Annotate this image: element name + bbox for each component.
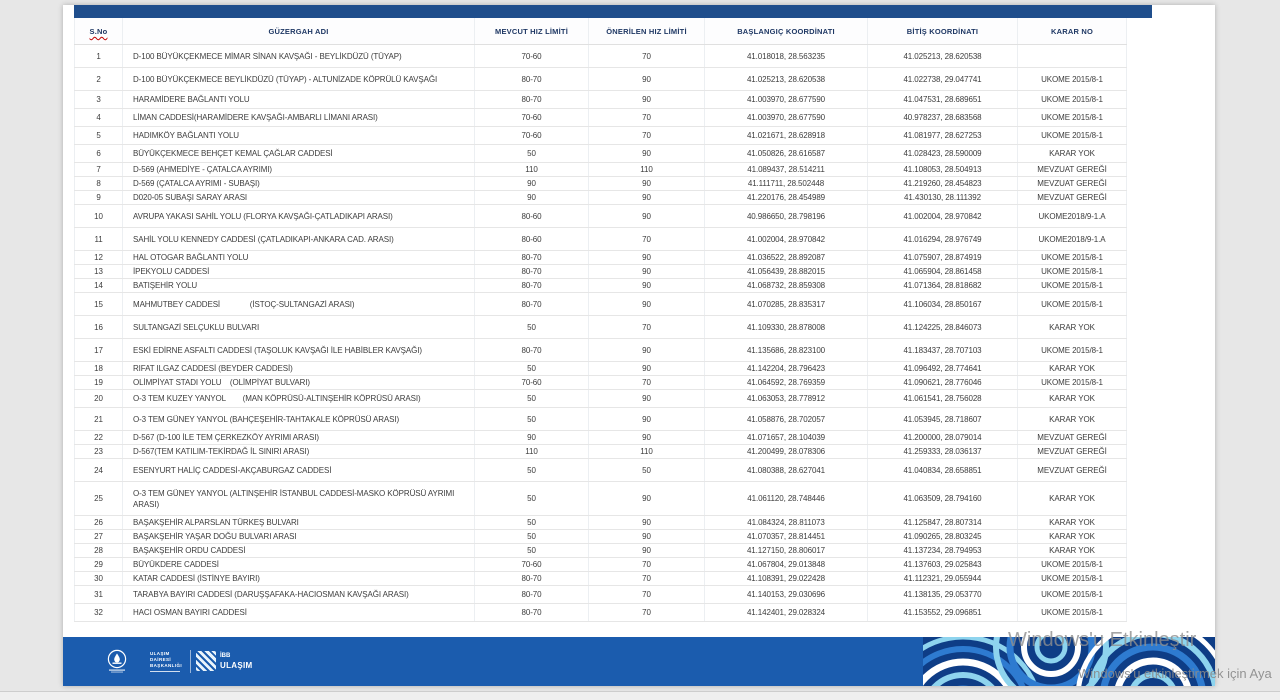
- row-no: 18: [75, 362, 123, 376]
- start-coordinate: 41.084324, 28.811073: [705, 516, 868, 530]
- row-no: 25: [75, 482, 123, 516]
- route-name: D-569 (AHMEDİYE - ÇATALCA AYRIMI): [123, 163, 475, 177]
- row-no: 8: [75, 177, 123, 191]
- start-coordinate: 41.142401, 29.028324: [705, 604, 868, 622]
- decision-no: UKOME 2015/8-1: [1018, 68, 1127, 91]
- end-coordinate: 41.028423, 28.590009: [868, 145, 1018, 163]
- current-limit: 50: [475, 408, 589, 431]
- decision-no: MEVZUAT GEREĞİ: [1018, 163, 1127, 177]
- route-name: HADIMKÖY BAĞLANTI YOLU: [123, 127, 475, 145]
- decision-no: UKOME 2015/8-1: [1018, 265, 1127, 279]
- route-name: HACI OSMAN BAYIRI CADDESİ: [123, 604, 475, 622]
- decision-no: UKOME 2015/8-1: [1018, 127, 1127, 145]
- route-name: O-3 TEM KUZEY YANYOL (MAN KÖPRÜSÜ-ALTINŞEHİR KÖPRÜSÜ ARASI): [123, 390, 475, 408]
- table-row: [75, 205, 1127, 228]
- start-coordinate: 41.058876, 28.702057: [705, 408, 868, 431]
- table-top-accent-bar: [74, 5, 1152, 18]
- proposed-limit: 70: [589, 376, 705, 390]
- decision-no: MEVZUAT GEREĞİ: [1018, 459, 1127, 482]
- proposed-limit: 70: [589, 572, 705, 586]
- proposed-limit: 70: [589, 45, 705, 68]
- route-name: İPEKYOLU CADDESİ: [123, 265, 475, 279]
- start-coordinate: 41.111711, 28.502448: [705, 177, 868, 191]
- route-name: O-3 TEM GÜNEY YANYOL (ALTINŞEHİR İSTANBUL CADDESİ-MASKO KÖPRÜSÜ AYRIMI ARASI): [123, 482, 475, 516]
- table-row: [75, 445, 1127, 459]
- end-coordinate: 41.112321, 29.055944: [868, 572, 1018, 586]
- route-name: RIFAT ILGAZ CADDESİ (BEYDER CADDESİ): [123, 362, 475, 376]
- decision-no: KARAR YOK: [1018, 362, 1127, 376]
- table-row: [75, 362, 1127, 376]
- route-name: MAHMUTBEY CADDESİ (İSTOÇ-SULTANGAZİ ARASI): [123, 293, 475, 316]
- decision-no: KARAR YOK: [1018, 482, 1127, 516]
- route-name: AVRUPA YAKASI SAHİL YOLU (FLORYA KAVŞAĞI-ÇATLADIKAPI ARASI): [123, 205, 475, 228]
- proposed-limit: 70: [589, 127, 705, 145]
- proposed-limit: 90: [589, 408, 705, 431]
- column-header: KARAR NO: [1018, 18, 1127, 45]
- current-limit: 80-70: [475, 572, 589, 586]
- table-row: [75, 408, 1127, 431]
- start-coordinate: 41.018018, 28.563235: [705, 45, 868, 68]
- table-row: [75, 91, 1127, 109]
- table-row: [75, 265, 1127, 279]
- proposed-limit: 90: [589, 91, 705, 109]
- route-name: SULTANGAZİ SELÇUKLU BULVARI: [123, 316, 475, 339]
- end-coordinate: 41.183437, 28.707103: [868, 339, 1018, 362]
- row-no: 2: [75, 68, 123, 91]
- start-coordinate: 41.064592, 28.769359: [705, 376, 868, 390]
- proposed-limit: 110: [589, 163, 705, 177]
- row-no: 26: [75, 516, 123, 530]
- start-coordinate: 40.986650, 28.798196: [705, 205, 868, 228]
- end-coordinate: 41.200000, 28.079014: [868, 431, 1018, 445]
- start-coordinate: 41.003970, 28.677590: [705, 91, 868, 109]
- department-line3: BAŞKANLIĞI: [150, 663, 182, 668]
- row-no: 31: [75, 586, 123, 604]
- proposed-limit: 90: [589, 68, 705, 91]
- row-no: 19: [75, 376, 123, 390]
- proposed-limit: 50: [589, 459, 705, 482]
- row-no: 7: [75, 163, 123, 177]
- route-name: HARAMİDERE BAĞLANTI YOLU: [123, 91, 475, 109]
- decision-no: MEVZUAT GEREĞİ: [1018, 431, 1127, 445]
- bottom-edge-strip: [0, 691, 1280, 700]
- start-coordinate: 41.025213, 28.620538: [705, 68, 868, 91]
- end-coordinate: 41.022738, 29.047741: [868, 68, 1018, 91]
- table-row: [75, 339, 1127, 362]
- end-coordinate: 41.075907, 28.874919: [868, 251, 1018, 265]
- start-coordinate: 41.070357, 28.814451: [705, 530, 868, 544]
- table-row: [75, 376, 1127, 390]
- table-row: [75, 251, 1127, 265]
- proposed-limit: 90: [589, 145, 705, 163]
- end-coordinate: 41.137234, 28.794953: [868, 544, 1018, 558]
- table-row: [75, 604, 1127, 622]
- table-row: [75, 109, 1127, 127]
- route-name: BATIŞEHİR YOLU: [123, 279, 475, 293]
- route-name: D-567 (D-100 İLE TEM ÇERKEZKÖY AYRIMI ARASI): [123, 431, 475, 445]
- route-name: BAŞAKŞEHİR ORDU CADDESİ: [123, 544, 475, 558]
- row-no: 17: [75, 339, 123, 362]
- start-coordinate: 41.109330, 28.878008: [705, 316, 868, 339]
- decision-no: MEVZUAT GEREĞİ: [1018, 191, 1127, 205]
- table-row: [75, 191, 1127, 205]
- end-coordinate: 40.978237, 28.683568: [868, 109, 1018, 127]
- start-coordinate: 41.200499, 28.078306: [705, 445, 868, 459]
- table-row: [75, 45, 1127, 68]
- current-limit: 90: [475, 431, 589, 445]
- proposed-limit: 90: [589, 293, 705, 316]
- end-coordinate: 41.259333, 28.036137: [868, 445, 1018, 459]
- decision-no: KARAR YOK: [1018, 516, 1127, 530]
- row-no: 23: [75, 445, 123, 459]
- start-coordinate: 41.080388, 28.627041: [705, 459, 868, 482]
- start-coordinate: 41.127150, 28.806017: [705, 544, 868, 558]
- end-coordinate: 41.219260, 28.454823: [868, 177, 1018, 191]
- current-limit: 80-70: [475, 68, 589, 91]
- start-coordinate: 41.068732, 28.859308: [705, 279, 868, 293]
- decision-no: UKOME 2015/8-1: [1018, 558, 1127, 572]
- row-no: 4: [75, 109, 123, 127]
- table-row: [75, 390, 1127, 408]
- end-coordinate: 41.040834, 28.658851: [868, 459, 1018, 482]
- row-no: 21: [75, 408, 123, 431]
- current-limit: 50: [475, 362, 589, 376]
- current-limit: 70-60: [475, 45, 589, 68]
- brand-line2: ULAŞIM: [220, 661, 253, 670]
- start-coordinate: 41.050826, 28.616587: [705, 145, 868, 163]
- end-coordinate: 41.016294, 28.976749: [868, 228, 1018, 251]
- end-coordinate: 41.153552, 29.096851: [868, 604, 1018, 622]
- start-coordinate: 41.056439, 28.882015: [705, 265, 868, 279]
- end-coordinate: 41.096492, 28.774641: [868, 362, 1018, 376]
- start-coordinate: 41.108391, 29.022428: [705, 572, 868, 586]
- end-coordinate: 41.002004, 28.970842: [868, 205, 1018, 228]
- current-limit: 80-60: [475, 228, 589, 251]
- proposed-limit: 70: [589, 604, 705, 622]
- row-no: 29: [75, 558, 123, 572]
- decision-no: UKOME 2015/8-1: [1018, 109, 1127, 127]
- row-no: 9: [75, 191, 123, 205]
- table-row: [75, 293, 1127, 316]
- proposed-limit: 90: [589, 251, 705, 265]
- column-header: GÜZERGAH ADI: [123, 18, 475, 45]
- table-row: [75, 163, 1127, 177]
- current-limit: 80-60: [475, 205, 589, 228]
- route-name: D-569 (ÇATALCA AYRIMI - SUBAŞI): [123, 177, 475, 191]
- column-header: S.No: [75, 18, 123, 45]
- proposed-limit: 90: [589, 390, 705, 408]
- current-limit: 50: [475, 530, 589, 544]
- current-limit: 70-60: [475, 558, 589, 572]
- row-no: 15: [75, 293, 123, 316]
- end-coordinate: 41.124225, 28.846073: [868, 316, 1018, 339]
- current-limit: 50: [475, 390, 589, 408]
- proposed-limit: 90: [589, 362, 705, 376]
- row-no: 20: [75, 390, 123, 408]
- start-coordinate: 41.002004, 28.970842: [705, 228, 868, 251]
- proposed-limit: 90: [589, 544, 705, 558]
- proposed-limit: 70: [589, 558, 705, 572]
- end-coordinate: 41.430130, 28.111392: [868, 191, 1018, 205]
- end-coordinate: 41.106034, 28.850167: [868, 293, 1018, 316]
- proposed-limit: 90: [589, 205, 705, 228]
- current-limit: 50: [475, 459, 589, 482]
- table-row: [75, 316, 1127, 339]
- decision-no: UKOME 2015/8-1: [1018, 279, 1127, 293]
- table-row: [75, 558, 1127, 572]
- decision-no: KARAR YOK: [1018, 408, 1127, 431]
- route-name: BAŞAKŞEHİR ALPARSLAN TÜRKEŞ BULVARI: [123, 516, 475, 530]
- route-name: SAHİL YOLU KENNEDY CADDESİ (ÇATLADIKAPI-ANKARA CAD. ARASI): [123, 228, 475, 251]
- table-row: [75, 516, 1127, 530]
- end-coordinate: 41.047531, 28.689651: [868, 91, 1018, 109]
- route-name: O-3 TEM GÜNEY YANYOL (BAHÇEŞEHİR-TAHTAKALE KÖPRÜSÜ ARASI): [123, 408, 475, 431]
- end-coordinate: 41.071364, 28.818682: [868, 279, 1018, 293]
- start-coordinate: 41.067804, 29.013848: [705, 558, 868, 572]
- row-no: 27: [75, 530, 123, 544]
- table-row: [75, 586, 1127, 604]
- end-coordinate: 41.081977, 28.627253: [868, 127, 1018, 145]
- row-no: 24: [75, 459, 123, 482]
- decision-no: UKOME 2015/8-1: [1018, 339, 1127, 362]
- route-name: LİMAN CADDESİ(HARAMİDERE KAVŞAĞI-AMBARLI LİMANI ARASI): [123, 109, 475, 127]
- current-limit: 110: [475, 445, 589, 459]
- route-name: ESENYURT HALİÇ CADDESİ-AKÇABURGAZ CADDESİ: [123, 459, 475, 482]
- end-coordinate: 41.138135, 29.053770: [868, 586, 1018, 604]
- route-name: TARABYA BAYIRI CADDESİ (DARUŞŞAFAKA-HACIOSMAN KAVŞAĞI ARASI): [123, 586, 475, 604]
- row-no: 32: [75, 604, 123, 622]
- current-limit: 80-70: [475, 604, 589, 622]
- proposed-limit: 90: [589, 530, 705, 544]
- column-header: BİTİŞ KOORDİNATI: [868, 18, 1018, 45]
- start-coordinate: 41.063053, 28.778912: [705, 390, 868, 408]
- row-no: 11: [75, 228, 123, 251]
- current-limit: 80-70: [475, 293, 589, 316]
- department-underline: [150, 671, 180, 672]
- footer-divider: [190, 650, 191, 673]
- end-coordinate: 41.061541, 28.756028: [868, 390, 1018, 408]
- table-header-row: [75, 18, 1127, 45]
- proposed-limit: 90: [589, 516, 705, 530]
- end-coordinate: 41.090621, 28.776046: [868, 376, 1018, 390]
- current-limit: 80-70: [475, 91, 589, 109]
- decision-no: KARAR YOK: [1018, 390, 1127, 408]
- proposed-limit: 90: [589, 431, 705, 445]
- route-name: D-567(TEM KATILIM-TEKİRDAĞ İL SINIRI ARASI): [123, 445, 475, 459]
- decision-no: UKOME 2015/8-1: [1018, 293, 1127, 316]
- decision-no: UKOME 2015/8-1: [1018, 572, 1127, 586]
- end-coordinate: 41.137603, 29.025843: [868, 558, 1018, 572]
- proposed-limit: 70: [589, 316, 705, 339]
- windows-activation-watermark-title: Windows'u Etkinleştir: [1008, 629, 1197, 651]
- row-no: 28: [75, 544, 123, 558]
- route-name: D-100 BÜYÜKÇEKMECE MİMAR SİNAN KAVŞAĞI - BEYLİKDÜZÜ (TÜYAP): [123, 45, 475, 68]
- decision-no: UKOME 2015/8-1: [1018, 376, 1127, 390]
- row-no: 6: [75, 145, 123, 163]
- route-name: D-100 BÜYÜKÇEKMECE BEYLİKDÜZÜ (TÜYAP) - ALTUNİZADE KÖPRÜLÜ KAVŞAĞI: [123, 68, 475, 91]
- route-name: OLİMPİYAT STADI YOLU (OLİMPİYAT BULVARI): [123, 376, 475, 390]
- row-no: 5: [75, 127, 123, 145]
- decision-no: UKOME2018/9-1.A: [1018, 205, 1127, 228]
- decision-no: KARAR YOK: [1018, 544, 1127, 558]
- brand-line1: İBB: [220, 653, 231, 659]
- speed-table-body: [75, 45, 1127, 622]
- table-row: [75, 482, 1127, 516]
- table-row: [75, 530, 1127, 544]
- proposed-limit: 70: [589, 586, 705, 604]
- end-coordinate: 41.025213, 28.620538: [868, 45, 1018, 68]
- end-coordinate: 41.065904, 28.861458: [868, 265, 1018, 279]
- speed-limit-table: [74, 18, 1127, 622]
- current-limit: 50: [475, 316, 589, 339]
- row-no: 3: [75, 91, 123, 109]
- ibb-municipality-logo-icon: [105, 649, 129, 675]
- start-coordinate: 41.003970, 28.677590: [705, 109, 868, 127]
- current-limit: 80-70: [475, 339, 589, 362]
- proposed-limit: 90: [589, 279, 705, 293]
- row-no: 30: [75, 572, 123, 586]
- end-coordinate: 41.108053, 28.504913: [868, 163, 1018, 177]
- row-no: 14: [75, 279, 123, 293]
- proposed-limit: 90: [589, 265, 705, 279]
- decision-no: UKOME 2015/8-1: [1018, 91, 1127, 109]
- end-coordinate: 41.053945, 28.718607: [868, 408, 1018, 431]
- decision-no: UKOME 2015/8-1: [1018, 586, 1127, 604]
- current-limit: 50: [475, 516, 589, 530]
- current-limit: 80-70: [475, 265, 589, 279]
- start-coordinate: 41.089437, 28.514211: [705, 163, 868, 177]
- route-name: D020-05 SUBAŞI SARAY ARASI: [123, 191, 475, 205]
- end-coordinate: 41.125847, 28.807314: [868, 516, 1018, 530]
- end-coordinate: 41.090265, 28.803245: [868, 530, 1018, 544]
- decision-no: UKOME 2015/8-1: [1018, 604, 1127, 622]
- start-coordinate: 41.021671, 28.628918: [705, 127, 868, 145]
- department-line2: DAİRESİ: [150, 657, 172, 662]
- table-row: [75, 145, 1127, 163]
- table-row: [75, 431, 1127, 445]
- current-limit: 70-60: [475, 109, 589, 127]
- decision-no: [1018, 45, 1127, 68]
- start-coordinate: 41.036522, 28.892087: [705, 251, 868, 265]
- start-coordinate: 41.071657, 28.104039: [705, 431, 868, 445]
- start-coordinate: 41.061120, 28.748446: [705, 482, 868, 516]
- current-limit: 80-70: [475, 251, 589, 265]
- start-coordinate: 41.142204, 28.796423: [705, 362, 868, 376]
- route-name: BÜYÜKDERE CADDESİ: [123, 558, 475, 572]
- table-row: [75, 228, 1127, 251]
- row-no: 1: [75, 45, 123, 68]
- row-no: 13: [75, 265, 123, 279]
- current-limit: 70-60: [475, 376, 589, 390]
- decision-no: KARAR YOK: [1018, 145, 1127, 163]
- current-limit: 80-70: [475, 586, 589, 604]
- current-limit: 90: [475, 191, 589, 205]
- ibb-ulasim-logo-icon: [196, 651, 216, 671]
- decision-no: KARAR YOK: [1018, 530, 1127, 544]
- table-row: [75, 572, 1127, 586]
- decision-no: UKOME 2015/8-1: [1018, 251, 1127, 265]
- column-header: BAŞLANGIÇ KOORDİNATI: [705, 18, 868, 45]
- table-row: [75, 127, 1127, 145]
- decision-no: MEVZUAT GEREĞİ: [1018, 445, 1127, 459]
- route-name: KATAR CADDESİ (İSTİNYE BAYIRI): [123, 572, 475, 586]
- current-limit: 50: [475, 544, 589, 558]
- route-name: BAŞAKŞEHİR YAŞAR DOĞU BULVARI ARASI: [123, 530, 475, 544]
- table-row: [75, 459, 1127, 482]
- current-limit: 70-60: [475, 127, 589, 145]
- table-row: [75, 177, 1127, 191]
- proposed-limit: 70: [589, 109, 705, 127]
- column-header: ÖNERİLEN HIZ LİMİTİ: [589, 18, 705, 45]
- decision-no: KARAR YOK: [1018, 316, 1127, 339]
- end-coordinate: 41.063509, 28.794160: [868, 482, 1018, 516]
- start-coordinate: 41.140153, 29.030696: [705, 586, 868, 604]
- table-row: [75, 544, 1127, 558]
- current-limit: 80-70: [475, 279, 589, 293]
- proposed-limit: 70: [589, 228, 705, 251]
- start-coordinate: 41.135686, 28.823100: [705, 339, 868, 362]
- proposed-limit: 90: [589, 177, 705, 191]
- current-limit: 50: [475, 145, 589, 163]
- proposed-limit: 90: [589, 191, 705, 205]
- row-no: 16: [75, 316, 123, 339]
- start-coordinate: 41.070285, 28.835317: [705, 293, 868, 316]
- ibb-ulasim-wordmark: [220, 652, 252, 670]
- current-limit: 50: [475, 482, 589, 516]
- table-row: [75, 68, 1127, 91]
- department-line1: ULAŞIM: [150, 651, 170, 656]
- proposed-limit: 90: [589, 339, 705, 362]
- start-coordinate: 41.220176, 28.454989: [705, 191, 868, 205]
- decision-no: UKOME2018/9-1.A: [1018, 228, 1127, 251]
- row-no: 22: [75, 431, 123, 445]
- proposed-limit: 90: [589, 482, 705, 516]
- row-no: 10: [75, 205, 123, 228]
- route-name: BÜYÜKÇEKMECE BEHÇET KEMAL ÇAĞLAR CADDESİ: [123, 145, 475, 163]
- windows-activation-watermark-subtitle: Windows'u etkinleştirmek için Aya: [1078, 666, 1272, 681]
- decision-no: MEVZUAT GEREĞİ: [1018, 177, 1127, 191]
- row-no: 12: [75, 251, 123, 265]
- route-name: ESKİ EDİRNE ASFALTI CADDESİ (TAŞOLUK KAVŞAĞI İLE HABİBLER KAVŞAĞI): [123, 339, 475, 362]
- department-name: [150, 651, 182, 672]
- proposed-limit: 110: [589, 445, 705, 459]
- column-header: MEVCUT HIZ LİMİTİ: [475, 18, 589, 45]
- route-name: HAL OTOGAR BAĞLANTI YOLU: [123, 251, 475, 265]
- current-limit: 90: [475, 177, 589, 191]
- current-limit: 110: [475, 163, 589, 177]
- table-row: [75, 279, 1127, 293]
